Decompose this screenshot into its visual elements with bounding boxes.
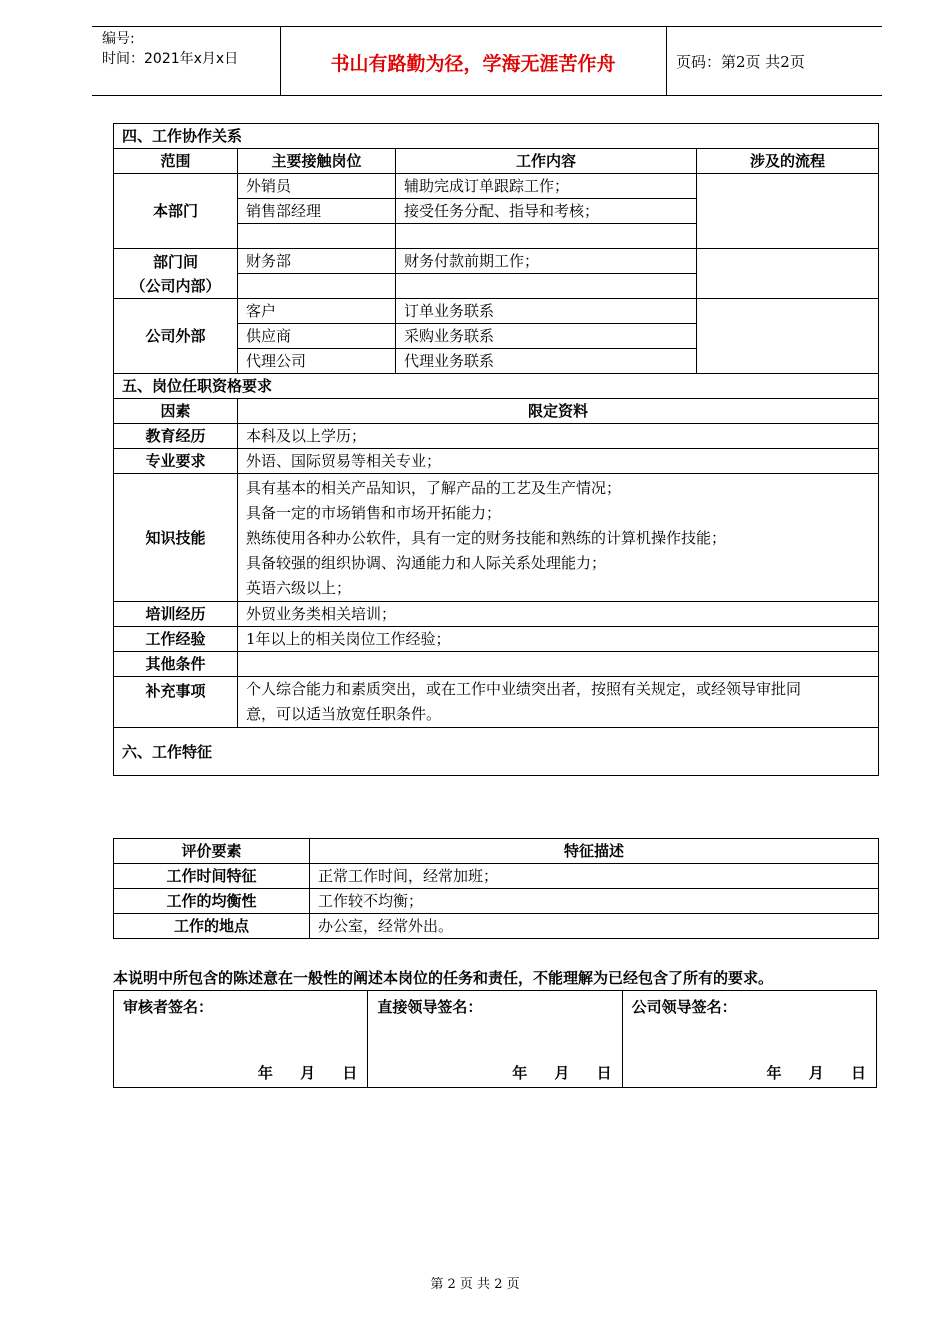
column-header: 因素 [114, 399, 238, 424]
content-cell: 辅助完成订单跟踪工作； [396, 174, 697, 199]
signature-date: 年 月 日 [512, 1064, 612, 1082]
signature-cell-reviewer[interactable] [114, 991, 367, 1087]
page-footer: 第 2 页 共 2 页 [430, 1277, 520, 1292]
factor-label: 工作经验 [114, 627, 238, 652]
signature-cell-direct-leader[interactable] [367, 991, 621, 1087]
content-cell: 接受任务分配、指导和考核； [396, 199, 697, 224]
column-header: 评价要素 [114, 839, 310, 864]
factor-value: 1年以上的相关岗位工作经验； [238, 627, 879, 652]
factor-value [238, 652, 879, 677]
section-title: 四、工作协作关系 [114, 124, 879, 149]
factor-value: 本科及以上学历； [238, 424, 879, 449]
content-cell: 代理业务联系 [396, 349, 697, 374]
content-cell: 财务付款前期工作； [396, 249, 697, 274]
supplement-line: 意，可以适当放宽任职条件。 [246, 705, 442, 723]
factor-value: 外语、国际贸易等相关专业； [238, 449, 879, 474]
post-cell: 客户 [238, 299, 396, 324]
time-label: 时间：2021年x月x日 [102, 51, 239, 67]
process-cell [697, 174, 879, 249]
post-cell [238, 274, 396, 299]
section-title: 六、工作特征 [114, 728, 879, 776]
post-cell: 财务部 [238, 249, 396, 274]
factor-label: 补充事项 [114, 677, 238, 728]
knowledge-line: 英语六级以上； [246, 579, 352, 597]
content-cell: 采购业务联系 [396, 324, 697, 349]
header-divider [280, 27, 281, 95]
column-header: 特征描述 [310, 839, 879, 864]
content-cell: 订单业务联系 [396, 299, 697, 324]
post-cell: 外销员 [238, 174, 396, 199]
signature-label: 直接领导签名： [377, 998, 483, 1016]
header-meta [102, 29, 238, 69]
factor-value [238, 474, 879, 602]
number-label: 编号: [102, 31, 135, 47]
factor-label: 教育经历 [114, 424, 238, 449]
characteristic-value: 办公室，经常外出。 [310, 914, 879, 939]
header-page-number: 页码：第2页 共2页 [676, 53, 805, 71]
column-header: 涉及的流程 [697, 149, 879, 174]
factor-label: 其他条件 [114, 652, 238, 677]
post-cell [238, 224, 396, 249]
signature-date: 年 月 日 [766, 1064, 866, 1082]
factor-label: 培训经历 [114, 602, 238, 627]
characteristic-label: 工作时间特征 [114, 864, 310, 889]
scope-label-line: 部门间 [152, 252, 198, 271]
characteristic-label: 工作的均衡性 [114, 889, 310, 914]
content-cell [396, 224, 697, 249]
content-cell [396, 274, 697, 299]
knowledge-line: 具有基本的相关产品知识，了解产品的工艺及生产情况； [246, 479, 622, 497]
supplement-line: 个人综合能力和素质突出，或在工作中业绩突出者，按照有关规定，或经领导审批同 [246, 680, 802, 698]
job-characteristics-table [113, 838, 879, 939]
section-title: 五、岗位任职资格要求 [114, 374, 879, 399]
scope-label-line: （公司内部） [130, 276, 221, 295]
signature-label: 公司领导签名： [631, 998, 737, 1016]
scope-label: 公司外部 [114, 299, 238, 374]
knowledge-line: 具备较强的组织协调、沟通能力和人际关系处理能力； [246, 554, 607, 572]
process-cell [697, 249, 879, 299]
signature-date: 年 月 日 [257, 1064, 358, 1082]
collaboration-table [113, 123, 879, 776]
factor-label: 知识技能 [114, 474, 238, 602]
signature-cell-company-leader[interactable] [622, 991, 876, 1087]
factor-label: 专业要求 [114, 449, 238, 474]
characteristic-label: 工作的地点 [114, 914, 310, 939]
header-motto: 书山有路勤为径，学海无涯苦作舟 [330, 53, 616, 75]
column-header: 范围 [114, 149, 238, 174]
column-header: 工作内容 [396, 149, 697, 174]
process-cell [697, 299, 879, 374]
page-header [92, 26, 882, 96]
post-cell: 代理公司 [238, 349, 396, 374]
factor-value [238, 677, 879, 728]
factor-value: 外贸业务类相关培训； [238, 602, 879, 627]
knowledge-line: 熟练使用各种办公软件，具有一定的财务技能和熟练的计算机操作技能； [246, 529, 727, 547]
post-cell: 供应商 [238, 324, 396, 349]
characteristic-value: 工作较不均衡； [310, 889, 879, 914]
characteristic-value: 正常工作时间，经常加班； [310, 864, 879, 889]
signature-label: 审核者签名： [123, 998, 214, 1016]
header-divider [666, 27, 667, 95]
knowledge-line: 具备一定的市场销售和市场开拓能力； [246, 504, 502, 522]
post-cell: 销售部经理 [238, 199, 396, 224]
column-header: 主要接触岗位 [238, 149, 396, 174]
signature-box [113, 990, 877, 1088]
column-header: 限定资料 [238, 399, 879, 424]
disclaimer-note: 本说明中所包含的陈述意在一般性的阐述本岗位的任务和责任，不能理解为已经包含了所有的要求。 [113, 969, 774, 987]
scope-label: 本部门 [114, 174, 238, 249]
scope-label [114, 249, 238, 299]
